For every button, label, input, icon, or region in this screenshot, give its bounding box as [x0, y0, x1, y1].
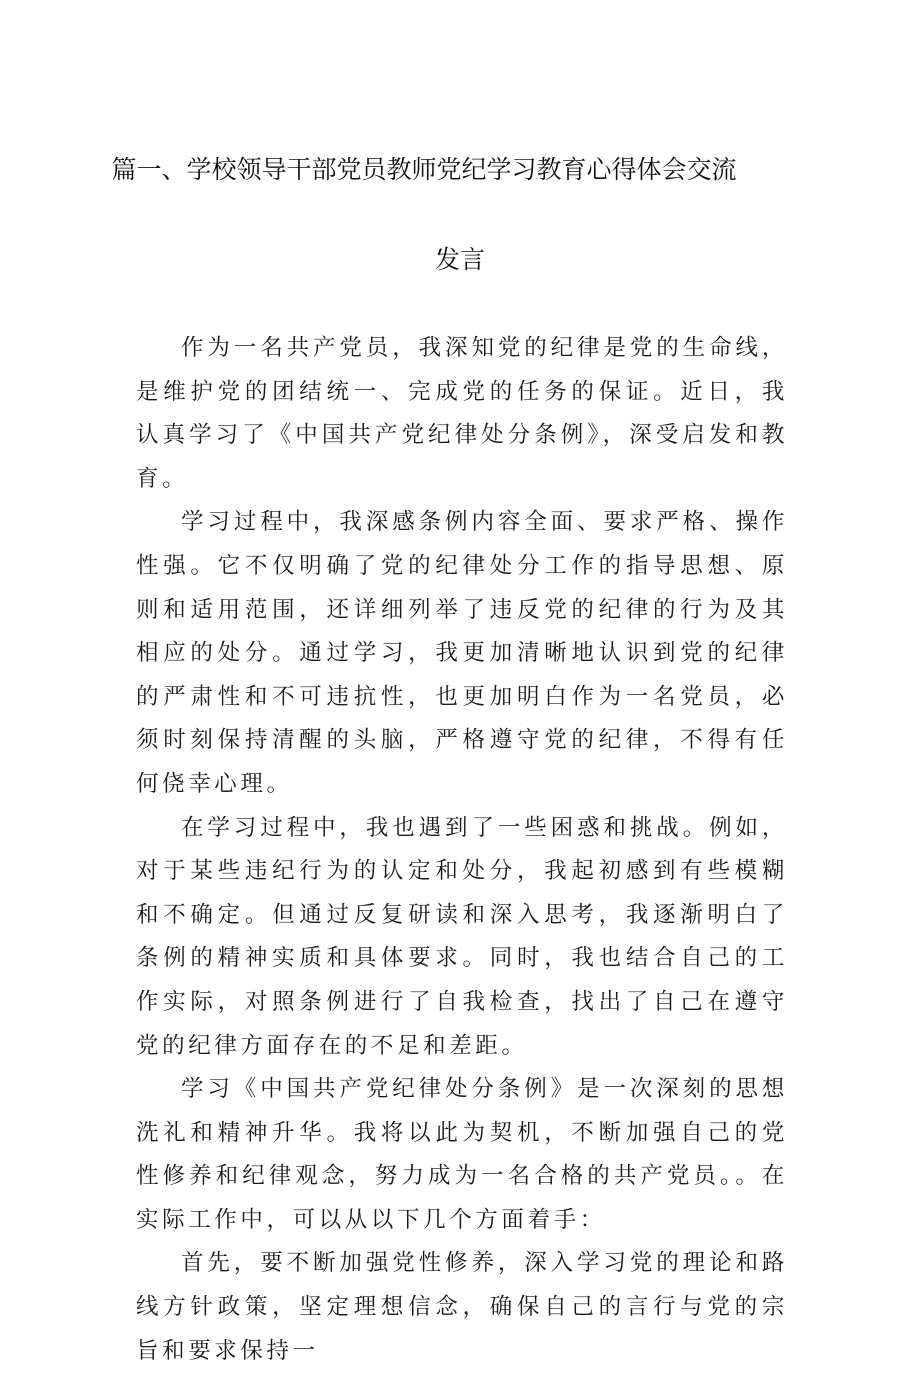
paragraph-3: 在学习过程中，我也遇到了一些困惑和挑战。例如，对于某些违纪行为的认定和处分，我起初感到有些模糊和不确定。但通过反复研读和深入思考，我逐渐明白了条例的精神实质和具体要求。同时，我也结合自己的工作实际，对照条例进行了自我检查，找出了自己在遵守党的纪律方面存在的不足和差距。 — [136, 814, 788, 1059]
document-title-line-2: 发言 — [434, 245, 485, 274]
paragraph-5: 首先，要不断加强党性修养，深入学习党的理论和路线方针政策，坚定理想信念，确保自己的言行与党的宗旨和要求保持一 — [136, 1250, 788, 1364]
paragraph-1: 作为一名共产党员，我深知党的纪律是党的生命线，是维护党的团结统一、完成党的任务的保证。近日，我认真学习了《中国共产党纪律处分条例》，深受启发和教育。 — [136, 335, 788, 492]
paragraph-2: 学习过程中，我深感条例内容全面、要求严格、操作性强。它不仅明确了党的纪律处分工作的指导思想、原则和适用范围，还详细列举了违反党的纪律的行为及其相应的处分。通过学习，我更加清晰地认识到党的纪律的严肃性和不可违抗性，也更加明白作为一名党员，必须时刻保持清醒的头脑，严格遵守党的纪律，不得有任何侥幸心理。 — [136, 509, 788, 797]
document-title-line-1: 篇一、学校领导干部党员教师党纪学习教育心得体会交流 — [111, 155, 737, 184]
document-body — [136, 327, 788, 1373]
paragraph-4: 学习《中国共产党纪律处分条例》是一次深刻的思想洗礼和精神升华。我将以此为契机，不断加强自己的党性修养和纪律观念，努力成为一名合格的共产党员。。在实际工作中，可以从以下几个方面着手： — [136, 1076, 788, 1233]
